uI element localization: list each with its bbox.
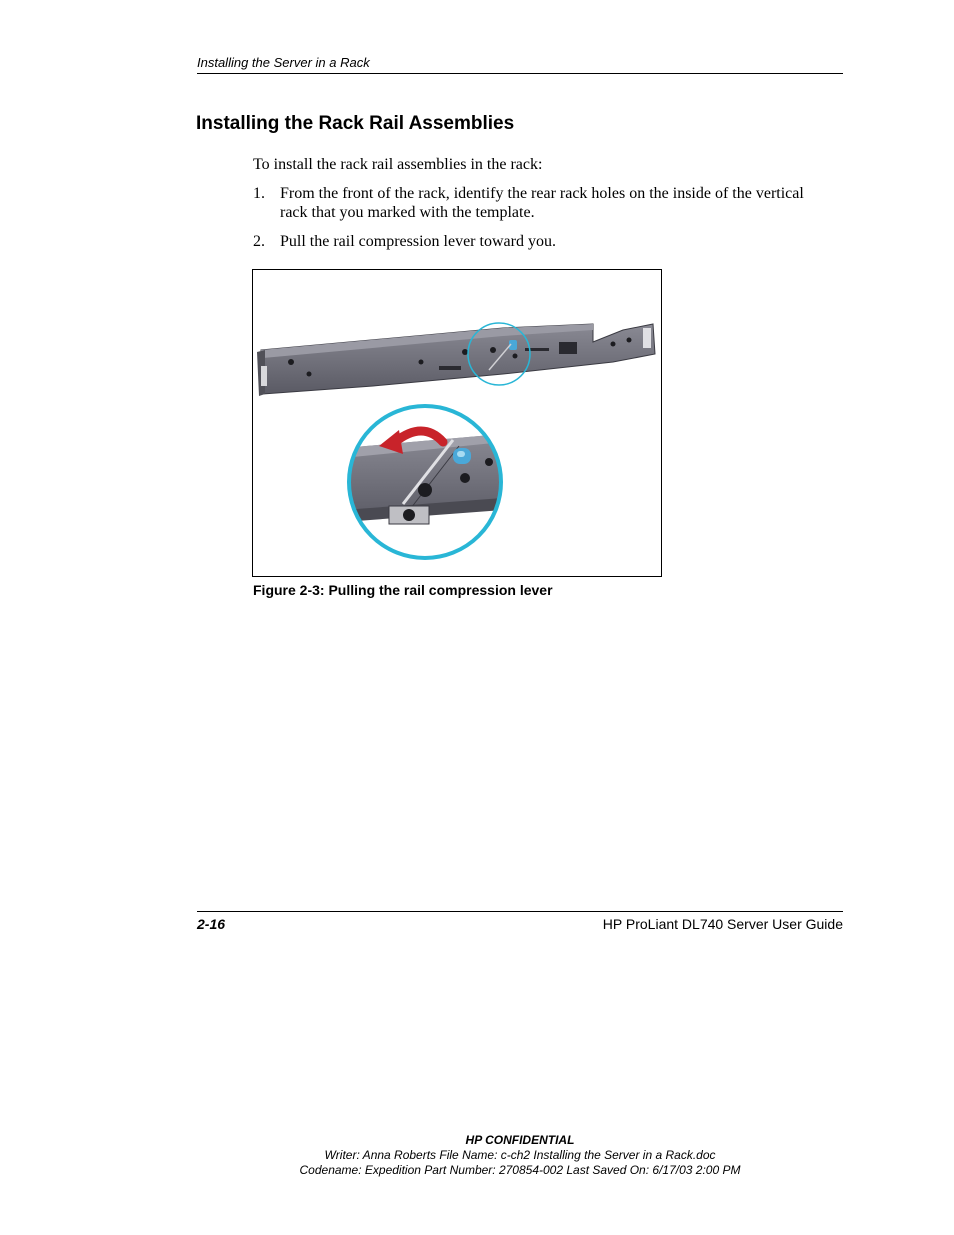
running-footer — [197, 911, 843, 932]
step-2-number: 2. — [253, 233, 265, 250]
step-1-text: From the front of the rack, identify the rear rack holes on the inside of the vertical rack that you marked with the template. — [280, 185, 804, 221]
zoom-callout — [343, 400, 513, 570]
footer-page-number: 2-16 — [197, 916, 226, 932]
footer-book-title: HP ProLiant DL740 Server User Guide — [602, 916, 843, 932]
intro-paragraph: To install the rack rail assemblies in the rack: — [253, 156, 543, 173]
confidential-codename-line: Codename: Expedition Part Number: 270854-002 Last Saved On: 6/17/03 2:00 PM — [299, 1163, 741, 1177]
figure-rail-compression-lever — [252, 269, 662, 577]
step-2 — [253, 232, 813, 251]
rail-illustration — [253, 270, 661, 576]
running-header: Installing the Server in a Rack — [197, 55, 843, 74]
step-1-number: 1. — [253, 185, 265, 202]
rack-rail-full — [257, 323, 655, 396]
figure-caption: Figure 2-3: Pulling the rail compression lever — [253, 582, 553, 598]
step-2-text: Pull the rail compression lever toward you. — [280, 233, 556, 250]
step-1 — [253, 184, 813, 222]
confidential-writer-line: Writer: Anna Roberts File Name: c-ch2 Installing the Server in a Rack.doc — [324, 1148, 716, 1162]
confidential-notice — [0, 1133, 954, 1178]
confidential-title: HP CONFIDENTIAL — [465, 1133, 575, 1147]
section-title: Installing the Rack Rail Assemblies — [196, 113, 515, 134]
